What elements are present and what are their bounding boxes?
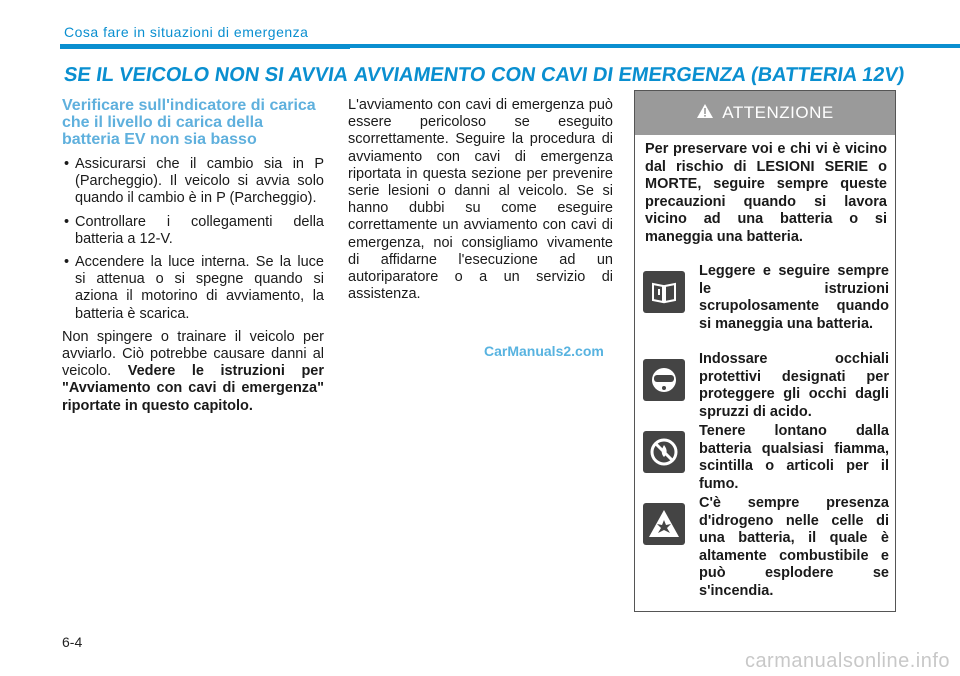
header-title: Cosa fare in situazioni di emergenza xyxy=(64,24,309,40)
safety-goggles-icon xyxy=(643,359,685,401)
warning-header xyxy=(635,91,895,135)
warning-item xyxy=(643,423,889,503)
section-title-left: SE IL VEICOLO NON SI AVVIA xyxy=(62,64,350,86)
note-bold-text: Vedere le istruzioni per "Avviamento con cavi di emergenza" riportate in questo capitolo. xyxy=(62,363,325,414)
section-title-right: AVVIAMENTO CON CAVI DI EMERGENZA (BATTERIA 12V) xyxy=(352,64,907,86)
note-paragraph xyxy=(62,329,324,415)
left-column xyxy=(62,97,324,415)
warning-item-text: Tenere lontano dalla batteria qualsiasi fiamma, scintilla o articoli per il fumo. xyxy=(699,423,889,492)
header-rule-accent xyxy=(60,44,350,49)
jump-start-paragraph: L'avviamento con cavi di emergenza può essere pericoloso se eseguito scorrettamente. Seguire la procedura di avviamento con cavi di emergenza riportata in questa sezione per prevenire serie lesioni o danni al veicolo. Se si hanno dubbi su come eseguire correttamente un avviamento con cavi di emergenza, noi consigliamo vivamente di affidarne l'esecuzione ad un autoriparatore o a un servizio di assistenza. xyxy=(348,97,613,303)
warning-item xyxy=(643,495,889,599)
list-item: • Controllare i collegamenti della batteria a 12-V. xyxy=(62,214,324,248)
footer-watermark: carmanualsonline.info xyxy=(744,650,950,672)
warning-box xyxy=(634,90,896,612)
warning-item-text: Leggere e seguire sempre le istruzioni scrupolosamente quando si maneggia una batteria. xyxy=(699,263,889,332)
warning-intro: Per preservare voi e chi vi è vicino dal rischio di LESIONI SERIE o MORTE, seguire sempre queste precauzioni quando si lavora vicino ad una batteria o si maneggia una batteria. xyxy=(645,141,887,245)
checklist xyxy=(62,156,324,323)
page-number: 6-4 xyxy=(62,634,83,650)
warning-item xyxy=(643,263,889,343)
explosion-icon xyxy=(643,503,685,545)
note-text: Non spingere o trainare il veicolo per avviarlo. Ciò potrebbe causare danni al veicolo. xyxy=(62,328,324,380)
list-item: • Accendere la luce interna. Se la luce si attenua o si spegne quando si aziona il motorino di avviamento, la batteria è scarica. xyxy=(62,254,324,323)
warning-title: ATTENZIONE xyxy=(722,103,834,122)
warning-item xyxy=(643,351,889,431)
warning-item-text: Indossare occhiali protettivi designati per proteggere gli occhi dagli spruzzi di acido. xyxy=(699,351,889,420)
subheading: Verificare sull'indicatore di carica che il livello di carica della batteria EV non sia basso xyxy=(62,97,316,148)
watermark-text: CarManuals2.com xyxy=(484,343,604,359)
warning-item-text: C'è sempre presenza d'idrogeno nelle celle di una batteria, il quale è altamente combustibile e può esplodere se s'incendia. xyxy=(699,495,889,599)
list-item: • Assicurarsi che il cambio sia in P (Parcheggio). Il veicolo si avvia solo quando il cambio è in P (Parcheggio). xyxy=(62,156,324,208)
no-fire-icon xyxy=(643,431,685,473)
warning-triangle-icon xyxy=(696,103,714,124)
manual-book-icon xyxy=(643,271,685,313)
